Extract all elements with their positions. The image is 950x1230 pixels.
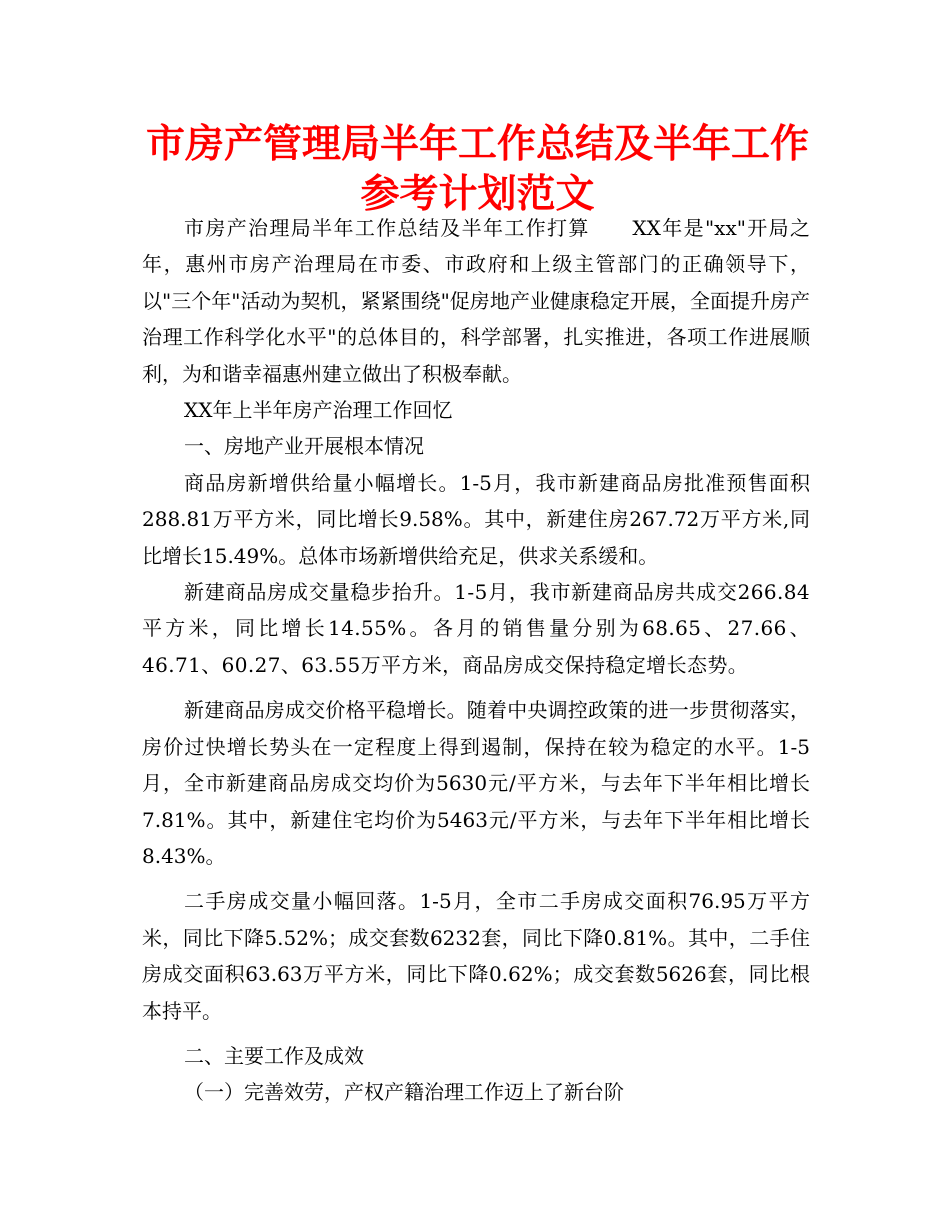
paragraph-volume: 新建商品房成交量稳步抬升。1-5月，我市新建商品房共成交266.84平方米，同比增长14.55%。各月的销售量分别为68.65、27.66、46.71、60.27、63.55万平方米，商品房成交保持稳定增长态势。	[142, 580, 810, 677]
subsection-heading-1: （一）完善效劳，产权产籍治理工作迈上了新台阶	[184, 1080, 624, 1105]
paragraph-review-heading: XX年上半年房产治理工作回忆	[184, 398, 453, 423]
paragraph-intro: 市房产治理局半年工作总结及半年工作打算 XX年是"xx"开局之年，惠州市房产治理局在市委、市政府和上级主管部门的正确领导下，以"三个年"活动为契机，紧紧围绕"促房地产业健康稳定开展，全面提升房产治理工作科学化水平"的总体目的，科学部署，扎实推进，各项工作进展顺利，为和谐幸福惠州建立做出了积极奉献。	[142, 216, 810, 386]
section-heading-2: 二、主要工作及成效	[184, 1043, 364, 1068]
paragraph-supply: 商品房新增供给量小幅增长。1-5月，我市新建商品房批准预售面积288.81万平方米，同比增长9.58%。其中，新建住房267.72万平方米,同比增长15.49%。总体市场新增供给充足，供求关系缓和。	[142, 470, 810, 568]
section-heading-1: 一、房地产业开展根本情况	[184, 434, 424, 459]
paragraph-price: 新建商品房成交价格平稳增长。随着中央调控政策的进一步贯彻落实，房价过快增长势头在一定程度上得到遏制，保持在较为稳定的水平。1-5月，全市新建商品房成交均价为5630元/平方米，与去年下半年相比增长7.81%。其中，新建住宅均价为5463元/平方米，与去年下半年相比增长8.43%。	[142, 698, 810, 868]
document-title: 市房产管理局半年工作总结及半年工作参考计划范文	[145, 122, 809, 217]
document-body	[142, 210, 810, 1111]
paragraph-secondhand: 二手房成交量小幅回落。1-5月，全市二手房成交面积76.95万平方米，同比下降5.52%；成交套数6232套，同比下降0.81%。其中，二手住房成交面积63.63万平方米，同比下降0.62%；成交套数5626套，同比根本持平。	[142, 889, 810, 1023]
